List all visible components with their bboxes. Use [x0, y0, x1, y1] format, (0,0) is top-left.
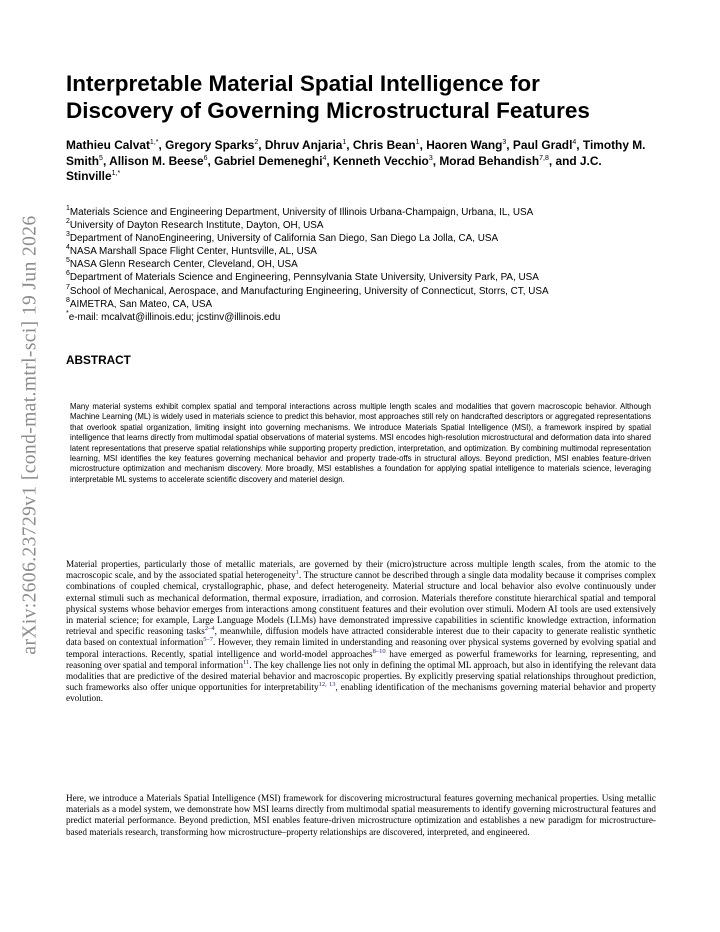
- affiliation: $^4$NASA Marshall Space Flight Center, Huntsville, AL, USA: [66, 244, 317, 258]
- author: Morad Behandish$^{7,8}$, and: [439, 153, 580, 168]
- citation-link[interactable]: 8–10: [372, 647, 386, 655]
- affiliation: $^3$Department of NanoEngineering, University of California San Diego, San Diego La Jolla, CA, USA: [66, 231, 499, 245]
- author: Haoren Wang$^3$,: [426, 138, 513, 152]
- citation-link[interactable]: 11: [243, 658, 250, 666]
- title-line-1: Interpretable Material Spatial Intelligence for: [66, 71, 540, 96]
- body-paragraph-1: Material properties, particularly those of metallic materials, are governed by their (micro)structure across multiple length scales, from the atomic to the macroscopic scale, and by the associated spatial heterogeneity$^1$. The structure cannot be described through a single data modality because it comprises complex combinations of coupled chemical, crystallographic, phase, and defect heterogeneity. Material structure and local behavior also evolve continuously under external stimuli such as mechanical deformation, thermal exposure, irradiation, and corrosion. Materials therefore constitute hierarchical spatial and temporal physical systems whose behavior emerges from interactions among constituent features and their evolution over stimuli. Modern AI tools are used extensively in material science; for example, Large Language Models (LLMs) have demonstrated impressive capabilities in scientific knowledge extraction, information retrieval and specific reasoning tasks$^{2-4}$, meanwhile, diffusion models have attracted considerable interest due to their capacity to generate realistic synthetic data based on contextual information$^{5-7}$. However, they remain limited in understanding and reasoning over physical systems governed by evolving spatial and temporal interactions. Recently, spatial intelligence and world-model approaches$^{8-10}$ have emerged as powerful frameworks for learning, representing, and reasoning over spatial and temporal information$^{11}$. The key challenge lies not only in defining the optimal ML approach, but also in identifying the relevant data modalities that are predictive of the desired material behavior and macroscopic properties. By explicitly preserving spatial relationships throughout prediction, such frameworks also offer unique opportunities for interpretability$^{12, 13}$, enabling identification of the mechanisms governing material behavior and property evolution.: [66, 559, 657, 704]
- citation-link[interactable]: 2–4: [204, 625, 215, 633]
- author: Chris Bean$^1$,: [352, 138, 427, 152]
- author: J.C. Stinville$^{1,*}$: [66, 153, 602, 184]
- citation-link[interactable]: 5–7: [203, 636, 213, 644]
- author: Mathieu Calvat$^{1,*}$,: [66, 138, 166, 152]
- arxiv-identifier: arXiv:2606.23729v1 [cond-mat.mtrl-sci] 19 Jun 2026: [20, 215, 41, 655]
- author: Gabriel Demeneghi$^4$,: [214, 153, 334, 168]
- affiliation: $^1$Materials Science and Engineering Department, University of Illinois Urbana-Champaign, Urbana, IL, USA: [66, 205, 534, 218]
- abstract-heading: ABSTRACT: [66, 353, 131, 367]
- arxiv-sidebar: [14, 205, 48, 665]
- affiliation-list: [66, 206, 656, 324]
- author: Allison M. Beese$^6$,: [109, 153, 215, 168]
- abstract-text: Many material systems exhibit complex spatial and temporal interactions across multiple length scales and modalities that govern macroscopic behavior. Although Machine Learning (ML) is widely used in materials science to predict this behavior, most approaches still rely on handcrafted descriptors or aggregated representations that overlook spatial organization, limiting insight into governing mechanisms. We introduce Materials Spatial Intelligence (MSI), a framework inspired by spatial intelligence that learns directly from multimodal spatial observations of material systems. MSI encodes high-resolution microstructural and deformation data into shared latent representations that preserve spatial relationships while supporting property prediction, interpretation, and optimization. By combining multimodal representation learning, MSI identifies the key features governing mechanical behavior and property trade-offs in structural alloys. Beyond prediction, MSI enables feature-driven microstructure optimization and mechanism discovery. More broadly, MSI establishes a foundation for applying spatial intelligence to materials science, leveraging interpretable ML systems to accelerate scientific discovery and materiel design.: [70, 402, 651, 484]
- affiliation: $^7$School of Mechanical, Aerospace, and Manufacturing Engineering, University of Connecticut, Storrs, CT, USA: [66, 283, 549, 297]
- author: Timothy M. Smith$^5$,: [66, 138, 646, 168]
- affiliation: $^2$University of Dayton Research Institute, Dayton, OH, USA: [66, 218, 324, 232]
- body-paragraph-2: Here, we introduce a Materials Spatial Intelligence (MSI) framework for discovering microstructural features governing mechanical properties. Using metallic materials as a model system, we demonstrate how MSI learns directly from multimodal spatial measurements to identify governing microstructural features and predict material performance. Beyond prediction, MSI enables feature-driven microstructure optimization and establishes a new paradigm for microstructure-based materials research, transforming how microstructure–property relationships are discovered, interpreted, and engineered.: [66, 793, 656, 837]
- citation-link[interactable]: 12, 13: [318, 681, 336, 689]
- author: Dhruv Anjaria$^1$,: [264, 138, 353, 152]
- author: Kenneth Vecchio$^3$,: [333, 153, 440, 168]
- contact-email: *e-mail: mcalvat@illinois.edu; jcstinv@illinois.edu: [66, 309, 281, 323]
- title-line-2: Discovery of Governing Microstructural Features: [66, 98, 590, 123]
- affiliation: $^6$Department of Materials Science and Engineering, Pennsylvania State University, University Park, PA, USA: [66, 270, 539, 284]
- citation-link[interactable]: 1: [295, 569, 299, 577]
- paper-title: [66, 70, 666, 124]
- affiliation: $^8$AIMETRA, San Mateo, CA, USA: [66, 296, 213, 310]
- affiliation: $^5$NASA Glenn Research Center, Cleveland, OH, USA: [66, 257, 298, 271]
- author: Paul Gradl$^4$,: [512, 138, 583, 152]
- author-list: [66, 138, 656, 185]
- author: Gregory Sparks$^2$,: [165, 138, 265, 152]
